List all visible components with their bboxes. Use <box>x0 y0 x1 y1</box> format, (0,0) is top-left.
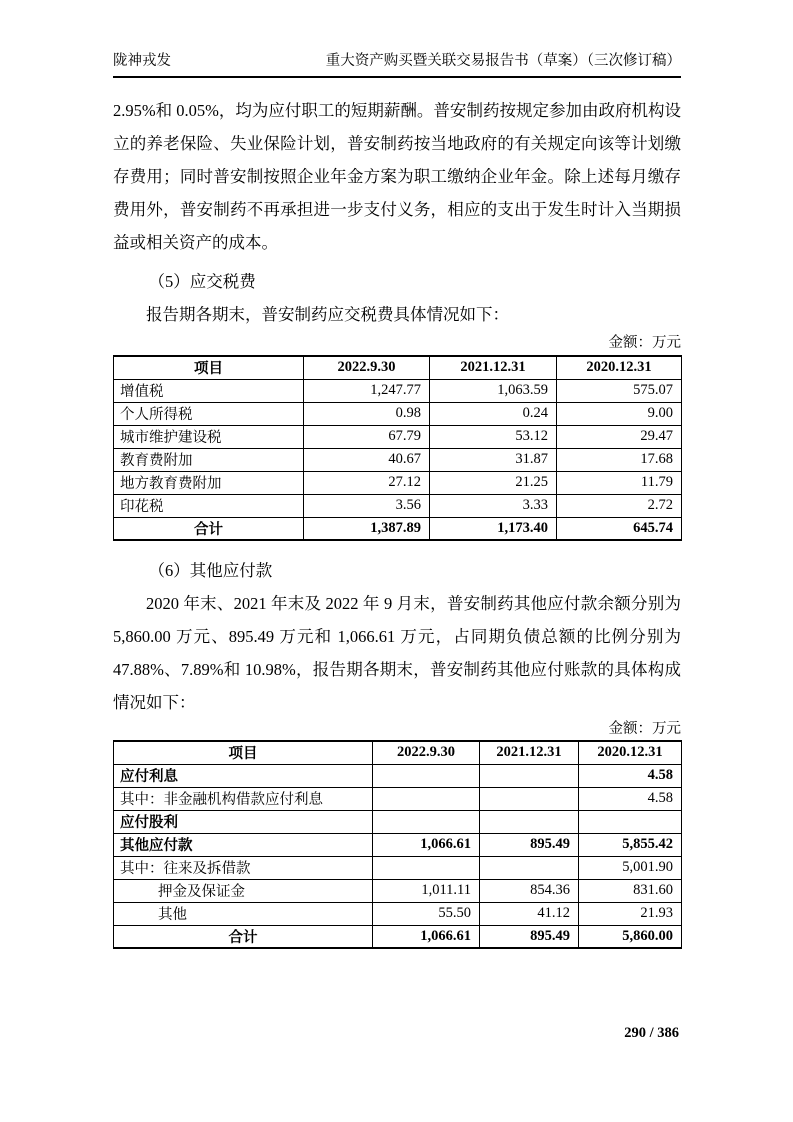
table-row <box>114 494 682 517</box>
cell-value: 41.12 <box>480 902 579 925</box>
cell-value: 895.49 <box>480 833 579 856</box>
cell-value <box>480 856 579 879</box>
page-content <box>113 0 681 949</box>
row-label: 印花税 <box>114 494 304 517</box>
cell-value <box>373 787 480 810</box>
cell-value: 1,066.61 <box>373 833 480 856</box>
cell-value: 0.98 <box>304 402 430 425</box>
cell-value: 5,001.90 <box>579 856 682 879</box>
cell-value: 1,066.61 <box>373 925 480 948</box>
cell-value: 1,063.59 <box>430 379 557 402</box>
row-label: 其中：往来及拆借款 <box>114 856 373 879</box>
page-header <box>113 52 681 78</box>
row-label: 应付利息 <box>114 764 373 787</box>
cell-value <box>373 810 480 833</box>
cell-value: 53.12 <box>430 425 557 448</box>
taxes-payable-table <box>113 355 682 541</box>
cell-value: 854.36 <box>480 879 579 902</box>
column-header: 2020.12.31 <box>557 356 682 379</box>
row-label: 教育费附加 <box>114 448 304 471</box>
row-label: 合计 <box>114 517 304 540</box>
row-label: 其他应付款 <box>114 833 373 856</box>
column-header: 2021.12.31 <box>480 741 579 764</box>
cell-value: 2.72 <box>557 494 682 517</box>
cell-value: 1,387.89 <box>304 517 430 540</box>
table-row <box>114 517 682 540</box>
table-header-row <box>114 356 682 379</box>
cell-value: 5,855.42 <box>579 833 682 856</box>
section-heading-taxes-payable: （5）应交税费 <box>148 272 256 291</box>
cell-value: 17.68 <box>557 448 682 471</box>
column-header: 2020.12.31 <box>579 741 682 764</box>
cell-value <box>480 810 579 833</box>
table-row <box>114 425 682 448</box>
cell-value: 67.79 <box>304 425 430 448</box>
cell-value <box>480 787 579 810</box>
cell-value: 1,247.77 <box>304 379 430 402</box>
cell-value: 11.79 <box>557 471 682 494</box>
header-report-title: 重大资产购买暨关联交易报告书（草案）（三次修订稿） <box>325 53 681 69</box>
page-number: 290 / 386 <box>624 1025 679 1041</box>
cell-value <box>480 764 579 787</box>
cell-value: 40.67 <box>304 448 430 471</box>
cell-value: 3.33 <box>430 494 557 517</box>
table-row <box>114 471 682 494</box>
cell-value: 3.56 <box>304 494 430 517</box>
cell-value: 895.49 <box>480 925 579 948</box>
cell-value: 9.00 <box>557 402 682 425</box>
cell-value <box>373 764 480 787</box>
row-label: 城市维护建设税 <box>114 425 304 448</box>
amount-unit-note-1: 金额：万元 <box>608 335 681 351</box>
table-row <box>114 810 682 833</box>
cell-value <box>579 810 682 833</box>
table-row <box>114 833 682 856</box>
table-row <box>114 856 682 879</box>
cell-value: 575.07 <box>557 379 682 402</box>
cell-value: 31.87 <box>430 448 557 471</box>
table-row <box>114 902 682 925</box>
row-label: 其中：非金融机构借款应付利息 <box>114 787 373 810</box>
cell-value: 27.12 <box>304 471 430 494</box>
cell-value: 1,011.11 <box>373 879 480 902</box>
table-row <box>114 787 682 810</box>
table-row <box>114 879 682 902</box>
header-company-name: 陇神戎发 <box>113 53 171 69</box>
cell-value: 645.74 <box>557 517 682 540</box>
column-header: 项目 <box>114 356 304 379</box>
row-label: 增值税 <box>114 379 304 402</box>
body-paragraph-payroll: 2.95%和 0.05%，均为应付职工的短期薪酬。普安制药按规定参加由政府机构设立的养老保险、失业保险计划，普安制药按当地政府的有关规定向该等计划缴存费用；同时普安制按照企业年金方案为职工缴纳企业年金。除上述每月缴存费用外，普安制药不再承担进一步支付义务，相应的支出于发生时计入当期损益或相关资产的成本。 <box>113 101 681 252</box>
amount-unit-note-2: 金额：万元 <box>608 721 681 737</box>
cell-value: 55.50 <box>373 902 480 925</box>
cell-value: 21.93 <box>579 902 682 925</box>
cell-value: 831.60 <box>579 879 682 902</box>
cell-value: 4.58 <box>579 764 682 787</box>
row-label: 应付股利 <box>114 810 373 833</box>
table-row <box>114 764 682 787</box>
section6-intro-paragraph: 2020 年末、2021 年末及 2022 年 9 月末，普安制药其他应付款余额分别为 5,860.00 万元、895.49 万元和 1,066.61 万元，占同期负债总额的比例分别为 47.88%、7.89%和 10.98%，报告期各期末，普安制药其他应付账款的具体构成情况如下： <box>113 594 681 712</box>
cell-value: 29.47 <box>557 425 682 448</box>
section5-intro-paragraph: 报告期各期末，普安制药应交税费具体情况如下： <box>146 305 509 324</box>
table-row <box>114 379 682 402</box>
cell-value: 21.25 <box>430 471 557 494</box>
cell-value: 1,173.40 <box>430 517 557 540</box>
column-header: 2021.12.31 <box>430 356 557 379</box>
row-label: 地方教育费附加 <box>114 471 304 494</box>
cell-value: 0.24 <box>430 402 557 425</box>
cell-value <box>373 856 480 879</box>
cell-value: 4.58 <box>579 787 682 810</box>
column-header: 项目 <box>114 741 373 764</box>
row-label: 合计 <box>114 925 373 948</box>
row-label: 个人所得税 <box>114 402 304 425</box>
column-header: 2022.9.30 <box>373 741 480 764</box>
row-label: 押金及保证金 <box>114 879 373 902</box>
section-heading-other-payables: （6）其他应付款 <box>148 561 273 580</box>
column-header: 2022.9.30 <box>304 356 430 379</box>
table-header-row <box>114 741 682 764</box>
row-label: 其他 <box>114 902 373 925</box>
cell-value: 5,860.00 <box>579 925 682 948</box>
table-row <box>114 448 682 471</box>
other-payables-table <box>113 740 682 949</box>
table-row <box>114 925 682 948</box>
table-row <box>114 402 682 425</box>
